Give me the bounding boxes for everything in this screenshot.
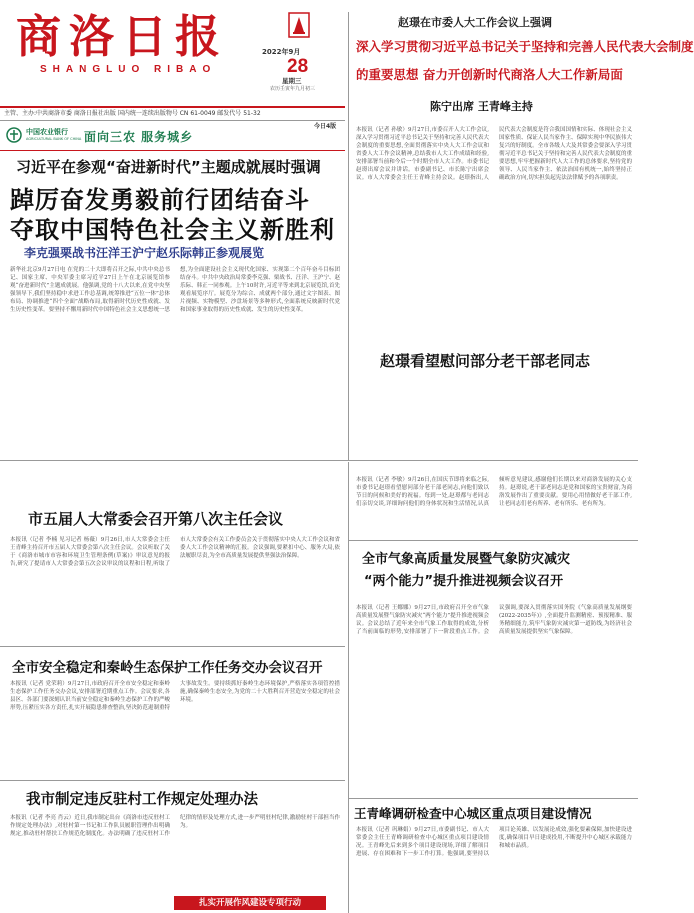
campaign-banner: 扎实开展作风建设专项行动 (174, 896, 326, 910)
right-byline: 陈宁出席 王青峰主持 (430, 100, 533, 113)
zhao-headline: 赵璟看望慰问部分老干部老同志 (380, 352, 591, 370)
lead-kicker: 习近平在参观“奋进新时代”主题成就展时强调 (16, 158, 321, 176)
rules-body: 本报讯（记者 李亮 肖云）近日,我市制定出台《商洛市违反驻村工作规定处理办法》,对驻村第一书记和工作队员履职管理作出明确规定,推动驻村帮扶工作规范化制度化。办法明确了违反驻村工作纪律的情形及处理方式,进一步严明驻村纪律,激励驻村干部担当作为。 (10, 815, 340, 837)
safety-headline: 全市安全稳定和秦岭生态保护工作任务交办会议召开 (12, 660, 323, 676)
lead-headline-2: 夺取中国特色社会主义新胜利 (10, 216, 335, 244)
right-headline-1: 深入学习贯彻习近平总书记关于坚持和完善人民代表大会制度 (356, 39, 694, 54)
bank-slogan: 面向三农 服务城乡 (84, 130, 194, 144)
lead-body: 新华社北京9月27日电 在党的二十大即将召开之际,中共中央总书记、国家主席、中央军委主席习近平27日上午在北京展览馆参观“奋进新时代”主题成就展。他强调,党的十八大以来,在党中央坚强领导下,我们坚持稳中求进工作总基调,统筹推进“五位一体”总体布局、协调推进“四个全面”战略布局,取得新时代历史性成就、发生历史性变革。要坚持不懈用新时代中国特色社会主义思想统一思想,为全面建设社会主义现代化国家、实现第二个百年奋斗目标团结奋斗。中共中央政治局常委李克强、栗战书、汪洋、王沪宁、赵乐际、韩正一同参观。上午10时许,习近平等来到北京展览馆,首先观看展览序厅。展览分为综合、成就两个部分,通过文字图表、图片视频、实物模型、沙盘场景等多种形式,全面系统反映新时代党和国家事业取得的历史性成就、发生的历史性变革。 (10, 267, 340, 313)
right-kicker: 赵璟在市委人大工作会议上强调 (398, 16, 552, 29)
weather-headline-1: 全市气象高质量发展暨气象防灾减灾 (362, 552, 571, 567)
bank-name: 中国农业银行 (26, 128, 68, 136)
weather-headline-2: “两个能力”提升推进视频会议召开 (364, 574, 564, 589)
masthead-pinyin: SHANGLUO RIBAO (40, 64, 217, 75)
bank-english: AGRICULTURAL BANK OF CHINA (26, 137, 82, 141)
rules-headline: 我市制定违反驻村工作规定处理办法 (26, 792, 258, 808)
publisher-line: 主管、主办:中共商洛市委 商洛日报社出版 国内统一连续出版物号 CN 61-0049 邮发代号 51-32 (4, 110, 261, 117)
right-body: 本报讯（记者 孙敏）9月27日,市委召开人大工作会议,深入学习贯彻习近平总书记关于坚持和完善人民代表大会制度的重要思想,全面贯彻落实中央人大工作会议和省委人大工作会议精神,总结我市人大工作成绩和经验,安排部署当前和今后一个时期全市人大工作。市委书记赵璟出席会议并讲话。市委副书记、市长陈宁出席会议。市人大常委会主任王青峰主持会议。赵璟指出,人民代表大会制度是符合我国国情和实际、体现社会主义国家性质、保证人民当家作主、保障实现中华民族伟大复兴的好制度。全市各级人大及其常委会要深入学习贯彻习近平总书记关于坚持和完善人民代表大会制度的重要思想,牢牢把握新时代人大工作的总体要求,坚持党的领导、人民当家作主、依法治国有机统一,始终坚持正确政治方向,切实担负起宪法法律赋予的各项职责。 (356, 127, 632, 181)
bank-logo-icon (6, 127, 22, 143)
issue-lunar: 农历壬寅年九月初三 (270, 86, 316, 92)
safety-body: 本报讯（记者 党荣莉）9月27日,市政府召开全市安全稳定和秦岭生态保护工作任务交办会议,安排部署近期重点工作。会议要求,各县区、各部门要深刻认识当前安全稳定和秦岭生态保护工作的严峻形势,压紧压实各方责任,扎实开展隐患排查整治,坚决防范遏制重特大事故发生。要持续抓好秦岭生态环境保护,严格落实各项管控措施,确保秦岭生态安全,为党的二十大胜利召开营造安全稳定的社会环境。 (10, 681, 340, 711)
inspect-headline: 王青峰调研检查中心城区重点项目建设情况 (354, 806, 592, 821)
emblem-icon (288, 12, 310, 38)
issue-weekday: 星期三 (282, 77, 302, 85)
issue-pages: 今日4版 (314, 123, 337, 130)
congress-headline: 市五届人大常委会召开第八次主任会议 (28, 510, 284, 528)
lead-headline-1: 踔厉奋发勇毅前行团结奋斗 (10, 186, 310, 214)
inspect-body: 本报讯（记者 巩琳娟）9月27日,市委副书记、市人大常委会主任王青峰调研检查中心城区重点项目建设情况。王青峰先后来到多个项目建设现场,详细了解项目进展、存在困难和下一步工作打算。他强调,要坚持以项目论英雄、以发展论成效,强化要素保障,加快建设进度,确保项目早日建成投用,不断提升中心城区承载能力和城市品质。 (356, 827, 632, 857)
weather-body: 本报讯（记者 王娜娜）9月27日,市政府召开全市气象高质量发展暨气象防灾减灾“两个能力”提升推进视频会议。会议总结了近年来全市气象工作取得的成效,分析了当前面临的形势,安排部署了下一阶段重点工作。会议强调,要深入贯彻落实国务院《气象高质量发展纲要(2022-2035年)》,全面提升监测精密、预报精准、服务精细能力,筑牢气象防灾减灾第一道防线,为经济社会高质量发展提供坚实气象保障。 (356, 605, 632, 635)
zhao-body: 本报讯（记者 李敏）9月26日,在国庆节即将来临之际,市委书记赵璟看望慰问部分老干部老同志,向他们致以节日的问候和美好的祝福。每到一处,赵璟都与老同志们亲切交谈,详细询问他们的身体状况和生活情况,认真倾听意见建议,感谢他们长期以来对商洛发展的关心支持。赵璟说,老干部老同志是党和国家的宝贵财富,为商洛发展作出了重要贡献。要用心用情做好老干部工作,让老同志们老有所养、老有所乐、老有所为。 (356, 477, 632, 507)
issue-day: 28 (287, 56, 309, 77)
issue-date: 2022年9月 (262, 48, 301, 56)
right-headline-2: 的重要思想 奋力开创新时代商洛人大工作新局面 (356, 67, 623, 82)
lead-subhead: 李克强栗战书汪洋王沪宁赵乐际韩正参观展览 (24, 246, 265, 260)
masthead-title: 商洛日报 (16, 10, 229, 63)
congress-body: 本报讯（记者 李楠 见习记者 杨薇）9月26日,市人大常委会主任王青峰主持召开市五届人大常委会第八次主任会议。会议听取了关于《商洛市城市市容和环境卫生管理条例(草案)》审议意见的报告,研究了提请市人大常委会第五次会议审议的议程和日程,听取了市人大常委会有关工作委员会关于贯彻落实中央人大工作会议和省委人大工作会议精神的汇报。会议强调,要紧扣中心、服务大局,依法履职尽责,为全市高质量发展提供坚强法治保障。 (10, 537, 340, 567)
bank-advertisement[interactable] (4, 124, 342, 148)
